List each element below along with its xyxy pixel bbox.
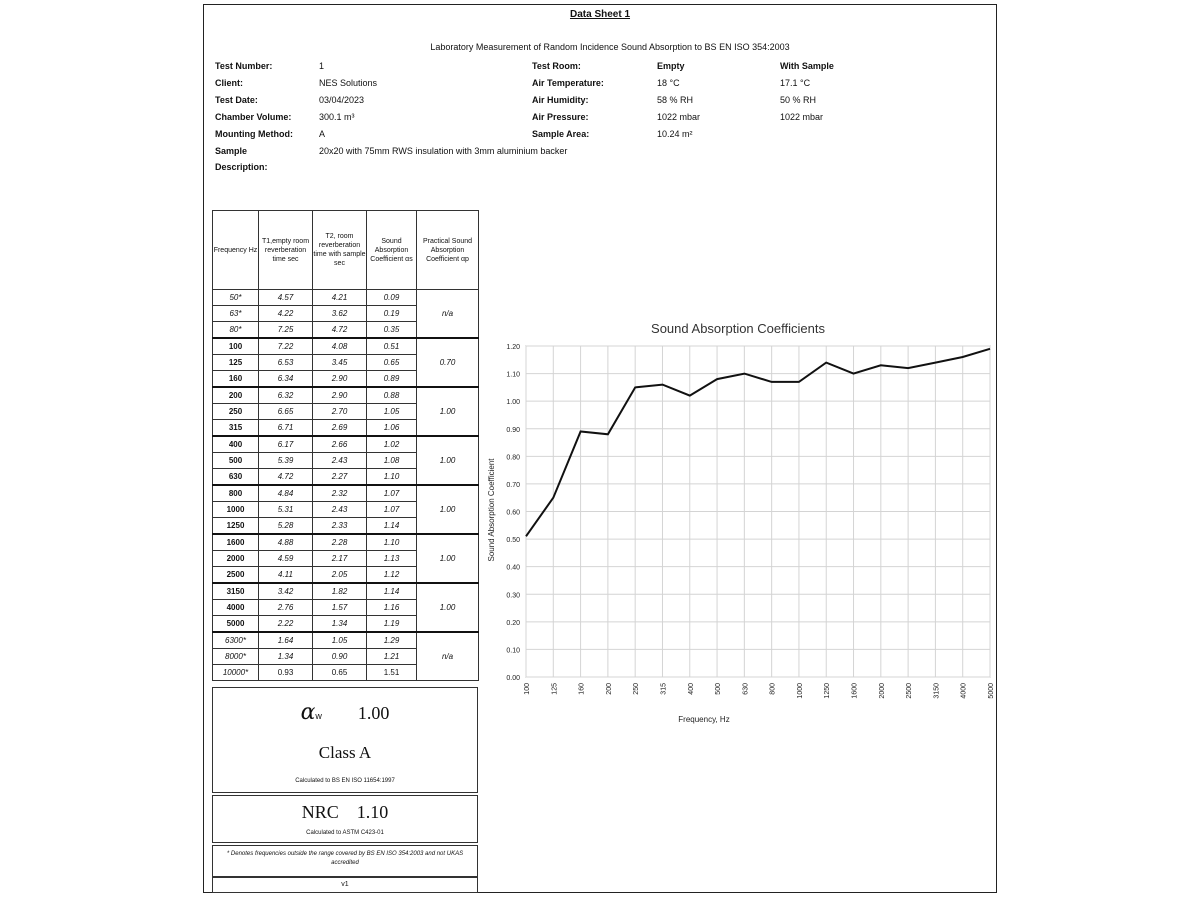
sample-label: Sample bbox=[215, 146, 248, 156]
t2-cell: 2.28 bbox=[313, 534, 367, 551]
x-tick-label: 125 bbox=[551, 683, 559, 695]
t1-cell: 5.39 bbox=[259, 453, 313, 469]
y-tick-label: 0.70 bbox=[506, 481, 520, 489]
freq-cell: 4000 bbox=[213, 600, 259, 616]
air-pressure-sample: 1022 mbar bbox=[780, 112, 824, 122]
version-label: v1 bbox=[341, 881, 349, 888]
t2-cell: 4.21 bbox=[313, 290, 367, 306]
t1-cell: 6.71 bbox=[259, 420, 313, 437]
air-temperature-empty: 18 °C bbox=[657, 78, 680, 88]
mounting-method-label: Mounting Method: bbox=[215, 129, 293, 139]
y-tick-label: 1.10 bbox=[506, 371, 520, 379]
table-row bbox=[213, 290, 479, 306]
alpha-cell: 1.14 bbox=[367, 583, 417, 600]
alpha-cell: 1.02 bbox=[367, 436, 417, 453]
practical-cell: 1.00 bbox=[417, 387, 479, 436]
air-temperature-sample: 17.1 °C bbox=[780, 78, 811, 88]
practical-cell: 1.00 bbox=[417, 583, 479, 632]
chamber-volume-value: 300.1 m³ bbox=[319, 112, 355, 122]
t2-cell: 2.43 bbox=[313, 453, 367, 469]
y-tick-label: 0.00 bbox=[506, 675, 520, 682]
y-tick-label: 0.40 bbox=[506, 564, 520, 572]
x-tick-label: 800 bbox=[769, 683, 777, 695]
x-tick-label: 4000 bbox=[960, 683, 968, 699]
practical-cell: n/a bbox=[417, 290, 479, 339]
freq-cell: 200 bbox=[213, 387, 259, 404]
absorption-chart bbox=[482, 305, 994, 740]
x-tick-label: 200 bbox=[605, 683, 613, 695]
t1-cell: 6.17 bbox=[259, 436, 313, 453]
class-standard-note: Calculated to BS EN ISO 11654:1997 bbox=[295, 778, 395, 784]
col-header-alpha-p: Practical Sound Absorption Coefficient αp bbox=[417, 211, 479, 290]
x-tick-label: 160 bbox=[578, 683, 586, 695]
sample-description-value: 20x20 with 75mm RWS insulation with 3mm aluminium backer bbox=[319, 146, 568, 156]
t2-cell: 1.05 bbox=[313, 632, 367, 649]
t1-cell: 7.22 bbox=[259, 338, 313, 355]
alpha-cell: 1.21 bbox=[367, 649, 417, 665]
col-header-frequency: Frequency Hz bbox=[213, 211, 259, 290]
client-label: Client: bbox=[215, 78, 243, 88]
x-tick-label: 5000 bbox=[988, 683, 995, 699]
nrc-rating bbox=[213, 802, 477, 823]
y-tick-label: 1.20 bbox=[506, 344, 520, 351]
sheet-title: Data Sheet 1 bbox=[569, 9, 631, 20]
x-tick-label: 1250 bbox=[824, 683, 832, 699]
with-sample-header: With Sample bbox=[780, 61, 834, 71]
t1-cell: 7.25 bbox=[259, 322, 313, 339]
x-tick-label: 400 bbox=[687, 683, 695, 695]
x-tick-label: 250 bbox=[633, 683, 641, 695]
absorption-table bbox=[212, 210, 479, 681]
t1-cell: 6.32 bbox=[259, 387, 313, 404]
freq-cell: 250 bbox=[213, 404, 259, 420]
alpha-cell: 1.08 bbox=[367, 453, 417, 469]
table-row bbox=[213, 583, 479, 600]
alpha-cell: 1.16 bbox=[367, 600, 417, 616]
alpha-cell: 1.29 bbox=[367, 632, 417, 649]
alpha-cell: 0.09 bbox=[367, 290, 417, 306]
freq-cell: 400 bbox=[213, 436, 259, 453]
practical-cell: n/a bbox=[417, 632, 479, 681]
footnote-box bbox=[212, 845, 478, 877]
freq-cell: 2000 bbox=[213, 551, 259, 567]
lab-title: Laboratory Measurement of Random Incidence Sound Absorption to BS EN ISO 354:2003 bbox=[430, 42, 790, 52]
x-axis-ticks bbox=[524, 683, 995, 699]
test-number-label: Test Number: bbox=[215, 61, 273, 71]
t1-cell: 6.65 bbox=[259, 404, 313, 420]
test-date-value: 03/04/2023 bbox=[319, 95, 365, 105]
alpha-cell: 1.07 bbox=[367, 502, 417, 518]
test-room-label: Test Room: bbox=[532, 61, 581, 71]
alpha-w-rating bbox=[213, 700, 477, 725]
y-tick-label: 0.50 bbox=[506, 537, 520, 545]
t1-cell: 2.76 bbox=[259, 600, 313, 616]
alpha-cell: 1.10 bbox=[367, 534, 417, 551]
t1-cell: 5.28 bbox=[259, 518, 313, 535]
t2-cell: 3.45 bbox=[313, 355, 367, 371]
alpha-subscript: w bbox=[315, 711, 322, 721]
practical-cell: 1.00 bbox=[417, 436, 479, 485]
t1-cell: 4.57 bbox=[259, 290, 313, 306]
empty-header: Empty bbox=[657, 61, 685, 71]
test-date-label: Test Date: bbox=[215, 95, 258, 105]
t1-cell: 2.22 bbox=[259, 616, 313, 633]
alpha-cell: 1.51 bbox=[367, 665, 417, 681]
t1-cell: 4.88 bbox=[259, 534, 313, 551]
x-tick-label: 1000 bbox=[796, 683, 804, 699]
y-tick-label: 1.00 bbox=[506, 399, 520, 407]
t1-cell: 4.11 bbox=[259, 567, 313, 584]
col-header-alpha-s: Sound Absorption Coefficient αs bbox=[367, 211, 417, 290]
t1-cell: 1.64 bbox=[259, 632, 313, 649]
alpha-cell: 0.35 bbox=[367, 322, 417, 339]
alpha-cell: 1.12 bbox=[367, 567, 417, 584]
t2-cell: 2.90 bbox=[313, 371, 367, 388]
y-tick-label: 0.80 bbox=[506, 454, 520, 462]
alpha-cell: 1.10 bbox=[367, 469, 417, 486]
table-row bbox=[213, 436, 479, 453]
x-tick-label: 315 bbox=[660, 683, 668, 695]
t1-cell: 4.22 bbox=[259, 306, 313, 322]
y-tick-label: 0.30 bbox=[506, 592, 520, 600]
alpha-cell: 1.05 bbox=[367, 404, 417, 420]
sample-area-value: 10.24 m² bbox=[657, 129, 693, 139]
freq-cell: 6300* bbox=[213, 632, 259, 649]
alpha-symbol: α bbox=[300, 700, 316, 725]
col-header-t1: T1,empty room reverberation time sec bbox=[259, 211, 313, 290]
alpha-cell: 0.65 bbox=[367, 355, 417, 371]
t2-cell: 4.08 bbox=[313, 338, 367, 355]
table-row bbox=[213, 632, 479, 649]
freq-cell: 50* bbox=[213, 290, 259, 306]
air-pressure-label: Air Pressure: bbox=[532, 112, 589, 122]
y-tick-label: 0.20 bbox=[506, 619, 520, 627]
t2-cell: 3.62 bbox=[313, 306, 367, 322]
x-tick-label: 630 bbox=[742, 683, 750, 695]
air-temperature-label: Air Temperature: bbox=[532, 78, 604, 88]
freq-cell: 315 bbox=[213, 420, 259, 437]
test-number-value: 1 bbox=[319, 61, 325, 71]
freq-cell: 630 bbox=[213, 469, 259, 486]
data-sheet bbox=[203, 4, 997, 893]
freq-cell: 800 bbox=[213, 485, 259, 502]
nrc-standard-note: Calculated to ASTM C423-01 bbox=[306, 830, 384, 836]
y-tick-label: 0.60 bbox=[506, 509, 520, 517]
t2-cell: 2.43 bbox=[313, 502, 367, 518]
table-row bbox=[213, 338, 479, 355]
x-tick-label: 500 bbox=[715, 683, 723, 695]
client-value: NES Solutions bbox=[319, 78, 378, 88]
alpha-cell: 0.89 bbox=[367, 371, 417, 388]
alpha-cell: 1.07 bbox=[367, 485, 417, 502]
t1-cell: 1.34 bbox=[259, 649, 313, 665]
nrc-label: NRC bbox=[301, 802, 339, 822]
t2-cell: 0.90 bbox=[313, 649, 367, 665]
y-axis-ticks bbox=[506, 344, 520, 682]
t2-cell: 2.33 bbox=[313, 518, 367, 535]
freq-cell: 125 bbox=[213, 355, 259, 371]
col-header-t2: T2, room reverberation time with sample sec bbox=[313, 211, 367, 290]
freq-cell: 1250 bbox=[213, 518, 259, 535]
alpha-cell: 0.19 bbox=[367, 306, 417, 322]
series-line bbox=[526, 349, 990, 537]
nrc-box bbox=[212, 795, 478, 843]
t2-cell: 4.72 bbox=[313, 322, 367, 339]
x-tick-label: 100 bbox=[524, 683, 531, 695]
table-row bbox=[213, 485, 479, 502]
t2-cell: 0.65 bbox=[313, 665, 367, 681]
version-box bbox=[212, 877, 478, 893]
t1-cell: 4.84 bbox=[259, 485, 313, 502]
alpha-cell: 1.06 bbox=[367, 420, 417, 437]
x-tick-label: 2000 bbox=[878, 683, 886, 699]
t2-cell: 1.82 bbox=[313, 583, 367, 600]
t1-cell: 6.53 bbox=[259, 355, 313, 371]
alpha-cell: 0.88 bbox=[367, 387, 417, 404]
t1-cell: 6.34 bbox=[259, 371, 313, 388]
t1-cell: 4.59 bbox=[259, 551, 313, 567]
freq-cell: 3150 bbox=[213, 583, 259, 600]
freq-cell: 2500 bbox=[213, 567, 259, 584]
freq-cell: 160 bbox=[213, 371, 259, 388]
x-tick-label: 3150 bbox=[933, 683, 941, 699]
t2-cell: 2.66 bbox=[313, 436, 367, 453]
t1-cell: 4.72 bbox=[259, 469, 313, 486]
t2-cell: 2.69 bbox=[313, 420, 367, 437]
chamber-volume-label: Chamber Volume: bbox=[215, 112, 292, 122]
alpha-cell: 1.19 bbox=[367, 616, 417, 633]
practical-cell: 1.00 bbox=[417, 485, 479, 534]
t2-cell: 1.34 bbox=[313, 616, 367, 633]
alpha-w-box bbox=[212, 687, 478, 793]
y-tick-label: 0.90 bbox=[506, 426, 520, 434]
freq-cell: 1000 bbox=[213, 502, 259, 518]
description-label: Description: bbox=[215, 162, 268, 172]
freq-cell: 80* bbox=[213, 322, 259, 339]
freq-cell: 10000* bbox=[213, 665, 259, 681]
t1-cell: 5.31 bbox=[259, 502, 313, 518]
y-tick-label: 0.10 bbox=[506, 647, 520, 655]
air-humidity-empty: 58 % RH bbox=[657, 95, 694, 105]
chart-grid bbox=[526, 346, 990, 677]
x-tick-label: 2500 bbox=[906, 683, 914, 699]
air-pressure-empty: 1022 mbar bbox=[657, 112, 701, 122]
t2-cell: 1.57 bbox=[313, 600, 367, 616]
freq-cell: 100 bbox=[213, 338, 259, 355]
practical-cell: 1.00 bbox=[417, 534, 479, 583]
y-axis-label: Sound Absorption Coefficient bbox=[487, 458, 496, 562]
table-row bbox=[213, 387, 479, 404]
t2-cell: 2.27 bbox=[313, 469, 367, 486]
air-humidity-label: Air Humidity: bbox=[532, 95, 589, 105]
freq-cell: 1600 bbox=[213, 534, 259, 551]
freq-cell: 500 bbox=[213, 453, 259, 469]
air-humidity-sample: 50 % RH bbox=[780, 95, 817, 105]
chart-title: Sound Absorption Coefficients bbox=[651, 321, 825, 336]
absorption-class: Class A bbox=[318, 743, 372, 762]
freq-cell: 8000* bbox=[213, 649, 259, 665]
t1-cell: 0.93 bbox=[259, 665, 313, 681]
table-row bbox=[213, 534, 479, 551]
freq-cell: 5000 bbox=[213, 616, 259, 633]
nrc-value: 1.10 bbox=[356, 802, 389, 822]
alpha-cell: 1.13 bbox=[367, 551, 417, 567]
t2-cell: 2.90 bbox=[313, 387, 367, 404]
footnote: * Denotes frequencies outside the range covered by BS EN ISO 354:2003 and not UKAS accredited bbox=[226, 851, 464, 866]
sample-area-label: Sample Area: bbox=[532, 129, 590, 139]
t1-cell: 3.42 bbox=[259, 583, 313, 600]
x-tick-label: 1600 bbox=[851, 683, 859, 699]
t2-cell: 2.70 bbox=[313, 404, 367, 420]
practical-cell: 0.70 bbox=[417, 338, 479, 387]
t2-cell: 2.17 bbox=[313, 551, 367, 567]
freq-cell: 63* bbox=[213, 306, 259, 322]
alpha-cell: 1.14 bbox=[367, 518, 417, 535]
t2-cell: 2.05 bbox=[313, 567, 367, 584]
alpha-cell: 0.51 bbox=[367, 338, 417, 355]
alpha-w-value: 1.00 bbox=[357, 703, 390, 723]
mounting-method-value: A bbox=[319, 129, 326, 139]
x-axis-label: Frequency, Hz bbox=[678, 715, 730, 724]
t2-cell: 2.32 bbox=[313, 485, 367, 502]
